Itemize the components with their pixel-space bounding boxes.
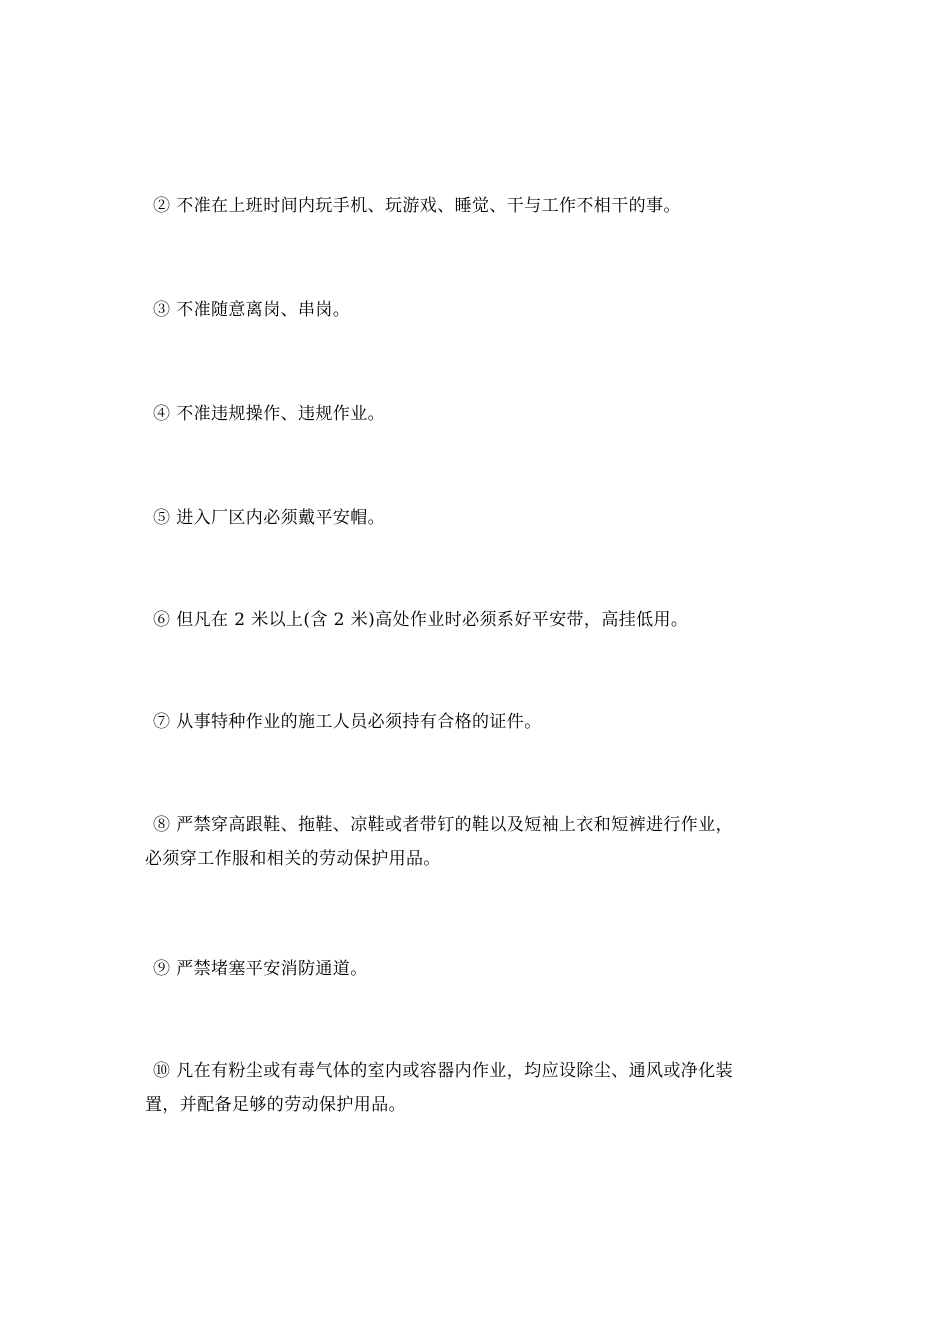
rule-text-line: 必须穿工作服和相关的劳动保护用品。 xyxy=(145,849,441,869)
rule-item-6 xyxy=(145,603,805,637)
rule-text-line: ⑥ 但凡在 2 米以上(含 2 米)高处作业时必须系好平安带，高挂低用。 xyxy=(153,610,689,630)
rule-text-line: 置，并配备足够的劳动保护用品。 xyxy=(145,1095,406,1115)
rule-item-7 xyxy=(145,705,805,739)
rule-text-line: ⑦ 从事特种作业的施工人员必须持有合格的证件。 xyxy=(153,712,542,732)
rule-text-line: ② 不准在上班时间内玩手机、玩游戏、睡觉、干与工作不相干的事。 xyxy=(153,196,681,216)
rule-item-10 xyxy=(145,1054,805,1122)
rule-text-line: ⑧ 严禁穿高跟鞋、拖鞋、凉鞋或者带钉的鞋以及短袖上衣和短裤进行作业， xyxy=(153,815,734,835)
rule-item-8 xyxy=(145,808,805,876)
rule-item-5 xyxy=(145,501,805,535)
rule-text-line: ⑩ 凡在有粉尘或有毒气体的室内或容器内作业，均应设除尘、通风或净化装 xyxy=(153,1061,734,1081)
rule-text-line: ⑤ 进入厂区内必须戴平安帽。 xyxy=(153,508,386,528)
rule-text-line: ⑨ 严禁堵塞平安消防通道。 xyxy=(153,959,368,979)
rule-item-9 xyxy=(145,952,805,986)
rule-text-line: ④ 不准违规操作、违规作业。 xyxy=(153,404,386,424)
rule-item-3 xyxy=(145,293,805,327)
rule-item-2 xyxy=(145,189,805,223)
rule-text-line: ③ 不准随意离岗、串岗。 xyxy=(153,300,351,320)
rule-item-4 xyxy=(145,397,805,431)
